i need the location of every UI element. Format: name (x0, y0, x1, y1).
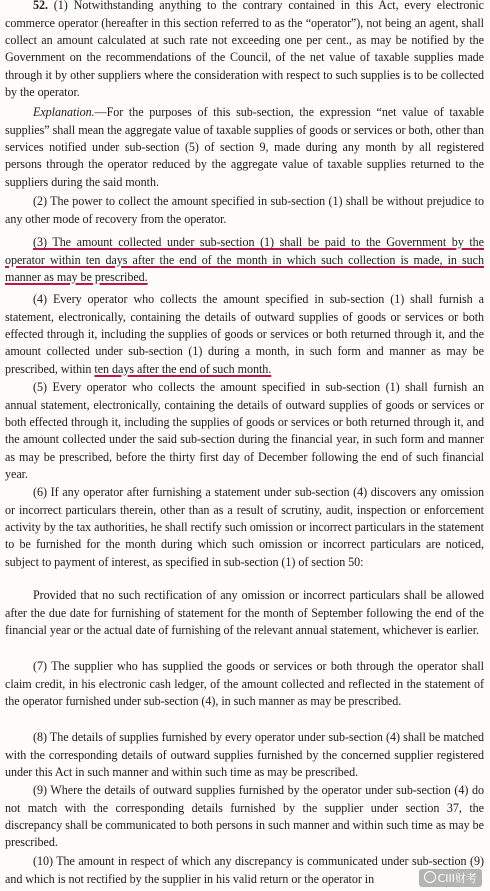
section-52-4-underlined: ten days after the end of such month. (94, 361, 272, 376)
section-52-9: (9) Where the details of outward supplies furnished by the operator under sub-section (4) do not match with the corresponding details furnished by the supplier under section 37, the discrepancy shall be communicated to both persons in such manner and within such time as may be prescribed. (5, 783, 484, 850)
section-52-8: (8) The details of supplies furnished by every operator under sub-section (4) shall be matched with the corresponding details of outward supplies furnished by the concerned supplier registered under this Act in such manner and within such time as may be prescribed. (5, 730, 484, 779)
proviso-paragraph: Provided that no such rectification of any omission or incorrect particulars shall be allowed after the due date for furnishing of statement for the month of September following the end of the financial year or the actual date of furnishing of the relevant annual statement, whichever is earlier. (5, 588, 484, 637)
watermark-text: CIII财考 (437, 872, 477, 885)
section-52-4 (5, 291, 484, 378)
section-52-5: (5) Every operator who collects the amount specified in sub-section (1) shall furnish an annual statement, electronically, containing the details of outward supplies of goods or services or both effected through it, including the supplies of goods or services or both returned through it, and the amount collected under the said sub-section during the financial year, in such form and manner as may be prescribed, before the thirty first day of December following the end of such financial year. (5, 380, 484, 482)
section-52-6: (6) If any operator after furnishing a statement under sub-section (4) discovers any omission or incorrect particulars therein, other than as a result of scrutiny, audit, inspection or enforcement activity by the tax authorities, he shall rectify such omission or incorrect particulars in the statement to be furnished for the month during which such omission or incorrect particulars are noticed, subject to payment of interest, as specified in sub-section (1) of section 50: (5, 485, 484, 569)
explanation-paragraph (5, 104, 484, 191)
sub-number: (1) (53, 0, 68, 13)
section-52-1 (5, 0, 484, 102)
section-52-1-text: Notwithstanding anything to the contrary contained in this Act, every electronic commerce operator (hereafter in this section referred to as the “operator”), not being an agent, shall collect an amount calculated at such rate not exceeding one per cent., as may be notified by the Government on the recommendations of the Council, of the net value of taxable supplies made through it by other suppliers where the consideration with respect to such supplies is to be collected by the operator. (5, 0, 484, 100)
section-52-3-highlighted-text: (3) The amount collected under sub-section (1) shall be paid to the Government by the operator within ten days after the end of the month in which such collection is made, in such manner as may be prescribed. (5, 235, 484, 284)
explanation-text: —For the purposes of this sub-section, the expression “net value of taxable supplies” shall mean the aggregate value of taxable supplies of goods or services or both, other than services notified under sub-section (5) of section 9, made during any month by all registered persons through the operator reduced by the aggregate value of taxable supplies returned to the suppliers during the said month. (5, 105, 484, 189)
section-52-2: (2) The power to collect the amount specified in sub-section (1) shall be without prejudice to any other mode of recovery from the operator. (5, 194, 484, 226)
explanation-label: Explanation. (33, 105, 95, 120)
section-52-7: (7) The supplier who has supplied the goods or services or both through the operator shall claim credit, in his electronic cash ledger, of the amount collected and reflected in the statement of the operator furnished under sub-section (4), in such manner as may be prescribed. (5, 659, 484, 708)
section-52-10: (10) The amount in respect of which any discrepancy is communicated under sub-section (9) and which is not rectified by the supplier in his valid return or the operator in (5, 854, 484, 886)
section-52-4-text: (4) Every operator who collects the amount specified in sub-section (1) shall furnish a statement, electronically, containing the details of outward supplies of goods or services or both effected through it, including the supplies of goods or services or both returned through it, and the amount collected under sub-section (1) during a month, in such form and manner as may be prescribed, within (5, 292, 484, 376)
section-52-3 (5, 234, 484, 286)
section-number: 52. (33, 0, 48, 13)
watermark (419, 869, 482, 887)
watermark-logo-icon (424, 871, 436, 883)
